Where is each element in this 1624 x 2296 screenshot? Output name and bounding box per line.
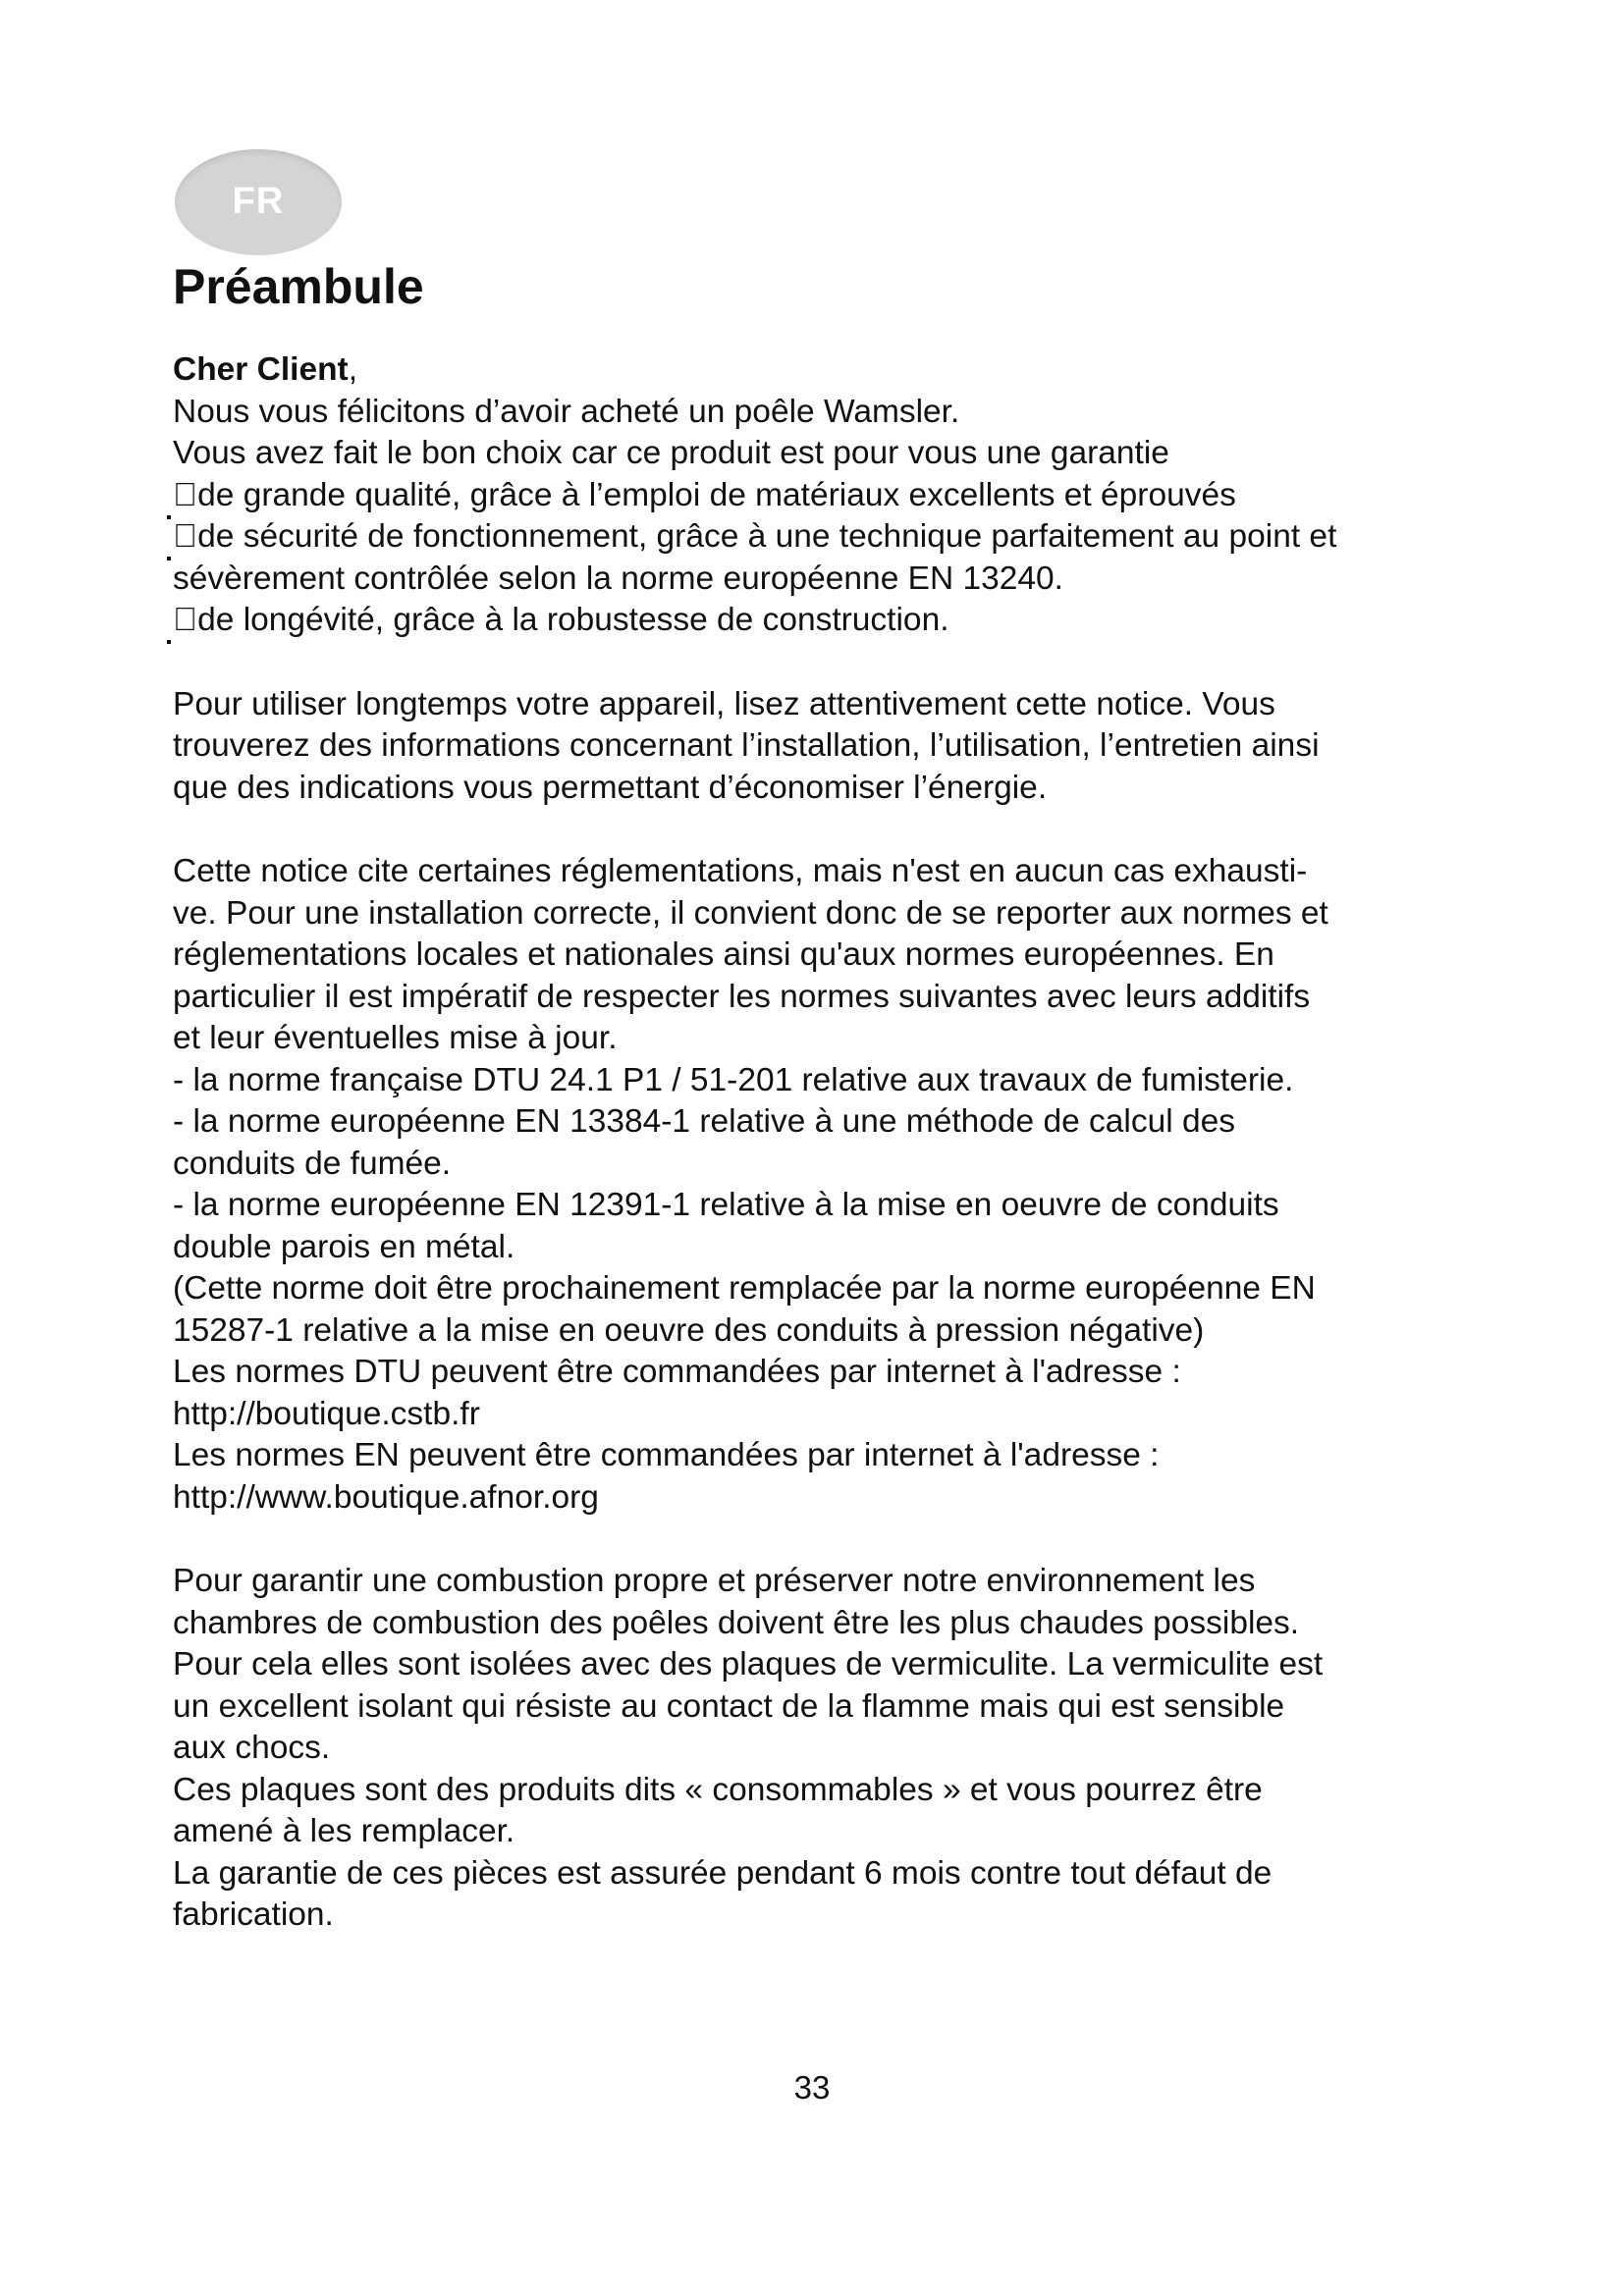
para3-line: particulier il est impératif de respecter les normes suivantes avec leurs additifs <box>173 978 1311 1015</box>
greeting-line <box>173 349 1508 392</box>
para3-line: double parois en métal. <box>173 1228 515 1265</box>
greeting-name: Cher Client <box>173 351 349 388</box>
para4-line: un excellent isolant qui résiste au contact de la flamme mais qui est sensible <box>173 1687 1285 1725</box>
para3-line: - la norme française DTU 24.1 P1 / 51-201 relative aux travaux de fumisterie. <box>173 1061 1294 1098</box>
para4-line: aux chocs. <box>173 1730 331 1766</box>
para3-line: Les normes DTU peuvent être commandées par internet à l'adresse : <box>173 1354 1181 1390</box>
para3-line: - la norme européenne EN 13384-1 relative à une méthode de calcul des <box>173 1103 1235 1140</box>
para3-line: réglementations locales et nationales ainsi qu'aux normes européennes. En <box>173 936 1274 973</box>
para4-line: amené à les remplacer. <box>173 1813 515 1849</box>
page-title: Préambule <box>173 259 424 314</box>
intro-line: sévèrement contrôlée selon la norme européenne EN 13240. <box>173 560 1063 597</box>
para3-line: Cette notice cite certaines réglementations, mais n'est en aucun cas exhausti- <box>173 853 1308 889</box>
para4-line: Ces plaques sont des produits dits « consommables » et vous pourrez être <box>173 1771 1263 1808</box>
para3-line: - la norme européenne EN 12391-1 relative à la mise en oeuvre de conduits <box>173 1187 1279 1223</box>
para2-line: que des indications vous permettant d’économiser l’énergie. <box>173 769 1048 806</box>
para2-line: trouverez des informations concernant l’installation, l’utilisation, l’entretien ainsi <box>173 727 1320 764</box>
intro-bullet-line:  de sécurité de fonctionnement, grâce à une technique parfaitement au point et <box>173 516 1508 559</box>
greeting-punct: , <box>348 351 358 388</box>
para4-line: La garantie de ces pièces est assurée pendant 6 mois contre tout défaut de <box>173 1854 1272 1892</box>
cstb-url: http://boutique.cstb.fr <box>173 1395 480 1432</box>
intro-bullet-line:  de longévité, grâce à la robustesse de construction. <box>173 600 1508 642</box>
intro-bullet-line:  de grande qualité, grâce à l’emploi de matériaux excellents et éprouvés <box>173 475 1508 517</box>
para2-line: Pour utiliser longtemps votre appareil, lisez attentivement cette notice. Vous <box>173 685 1275 722</box>
para4-line: Pour garantir une combustion propre et préserver notre environnement les <box>173 1563 1256 1599</box>
para3-line: et leur éventuelles mise à jour. <box>173 1020 618 1056</box>
intro-line: Vous avez fait le bon choix car ce produit est pour vous une garantie <box>173 435 1169 471</box>
para3-line: Les normes EN peuvent être commandées par internet à l'adresse : <box>173 1437 1160 1473</box>
paragraph-gap <box>173 642 1508 684</box>
language-badge <box>175 149 342 255</box>
para3-line: ve. Pour une installation correcte, il convient donc de se reporter aux normes et <box>173 894 1328 932</box>
document-body <box>173 349 1508 1937</box>
para3-line: conduits de fumée. <box>173 1145 452 1182</box>
para3-line: (Cette norme doit être prochainement remplacée par la norme européenne EN <box>173 1270 1316 1307</box>
language-badge-label: FR <box>232 181 285 222</box>
para3-line: 15287-1 relative a la mise en oeuvre des conduits à pression négative) <box>173 1311 1205 1349</box>
intro-line: Nous vous félicitons d’avoir acheté un poêle Wamsler. <box>173 393 960 430</box>
para4-line: fabrication. <box>173 1896 334 1933</box>
afnor-url: http://www.boutique.afnor.org <box>173 1478 599 1516</box>
para4-line: Pour cela elles sont isolées avec des plaques de vermiculite. La vermiculite est <box>173 1646 1324 1682</box>
paragraph-gap <box>173 1519 1508 1561</box>
page-number: 33 <box>793 2069 831 2106</box>
para4-line: chambres de combustion des poêles doivent être les plus chaudes possibles. <box>173 1604 1300 1641</box>
paragraph-gap <box>173 809 1508 851</box>
